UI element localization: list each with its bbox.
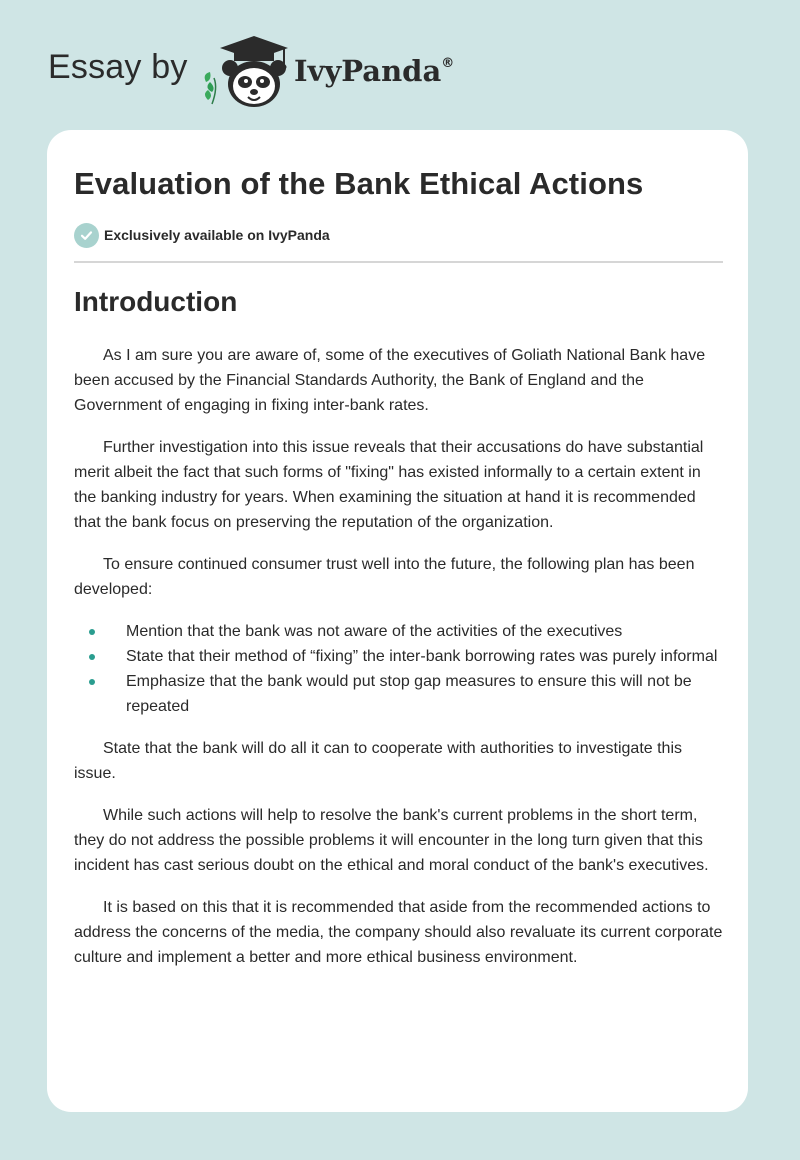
list-item: State that their method of “fixing” the inter-bank borrowing rates was purely informal	[74, 644, 723, 669]
check-icon	[74, 223, 99, 248]
paragraph: As I am sure you are aware of, some of the executives of Goliath National Bank have been accused by the Financial Standards Authority, the Bank of England and the Government of engaging in fixing inter-bank rates.	[74, 347, 706, 414]
divider	[74, 261, 723, 263]
plan-list	[74, 619, 723, 719]
paragraph: To ensure continued consumer trust well into the future, the following plan has been developed:	[74, 556, 695, 598]
badge-label: Exclusively available on IvyPanda	[104, 227, 330, 243]
registered-mark: ®	[441, 56, 455, 71]
paragraph: Further investigation into this issue reveals that their accusations do have substantial merit albeit the fact that such forms of "fixing" has existed informally to a certain extent in the banking industry for years. When examining the situation at hand it is recommended that the bank focus on preserving the reputation of the organization.	[74, 439, 704, 531]
site-header	[48, 30, 508, 110]
page-title: Evaluation of the Bank Ethical Actions	[74, 166, 644, 201]
paragraph: State that the bank will do all it can to cooperate with authorities to investigate this issue.	[74, 740, 682, 782]
paragraph: It is based on this that it is recommended that aside from the recommended actions to address the concerns of the media, the company should also revaluate its current corporate culture and implement a better and more ethical business environment.	[74, 899, 723, 966]
exclusive-badge	[74, 222, 330, 248]
brand-name[interactable]: IvyPanda®	[294, 54, 455, 88]
list-item: Emphasize that the bank would put stop gap measures to ensure this will not be repeated	[74, 669, 723, 719]
panda-logo-icon[interactable]	[200, 34, 292, 110]
list-item: Mention that the bank was not aware of the activities of the executives	[74, 619, 723, 644]
essay-body	[74, 343, 723, 987]
section-heading: Introduction	[74, 286, 238, 317]
paragraph: While such actions will help to resolve the bank's current problems in the short term, they do not address the possible problems it will encounter in the long turn given that this incident has cast serious doubt on the ethical and moral conduct of the bank's executives.	[74, 807, 709, 874]
essay-by-label: Essay by	[48, 48, 188, 86]
essay-card	[47, 130, 748, 1112]
